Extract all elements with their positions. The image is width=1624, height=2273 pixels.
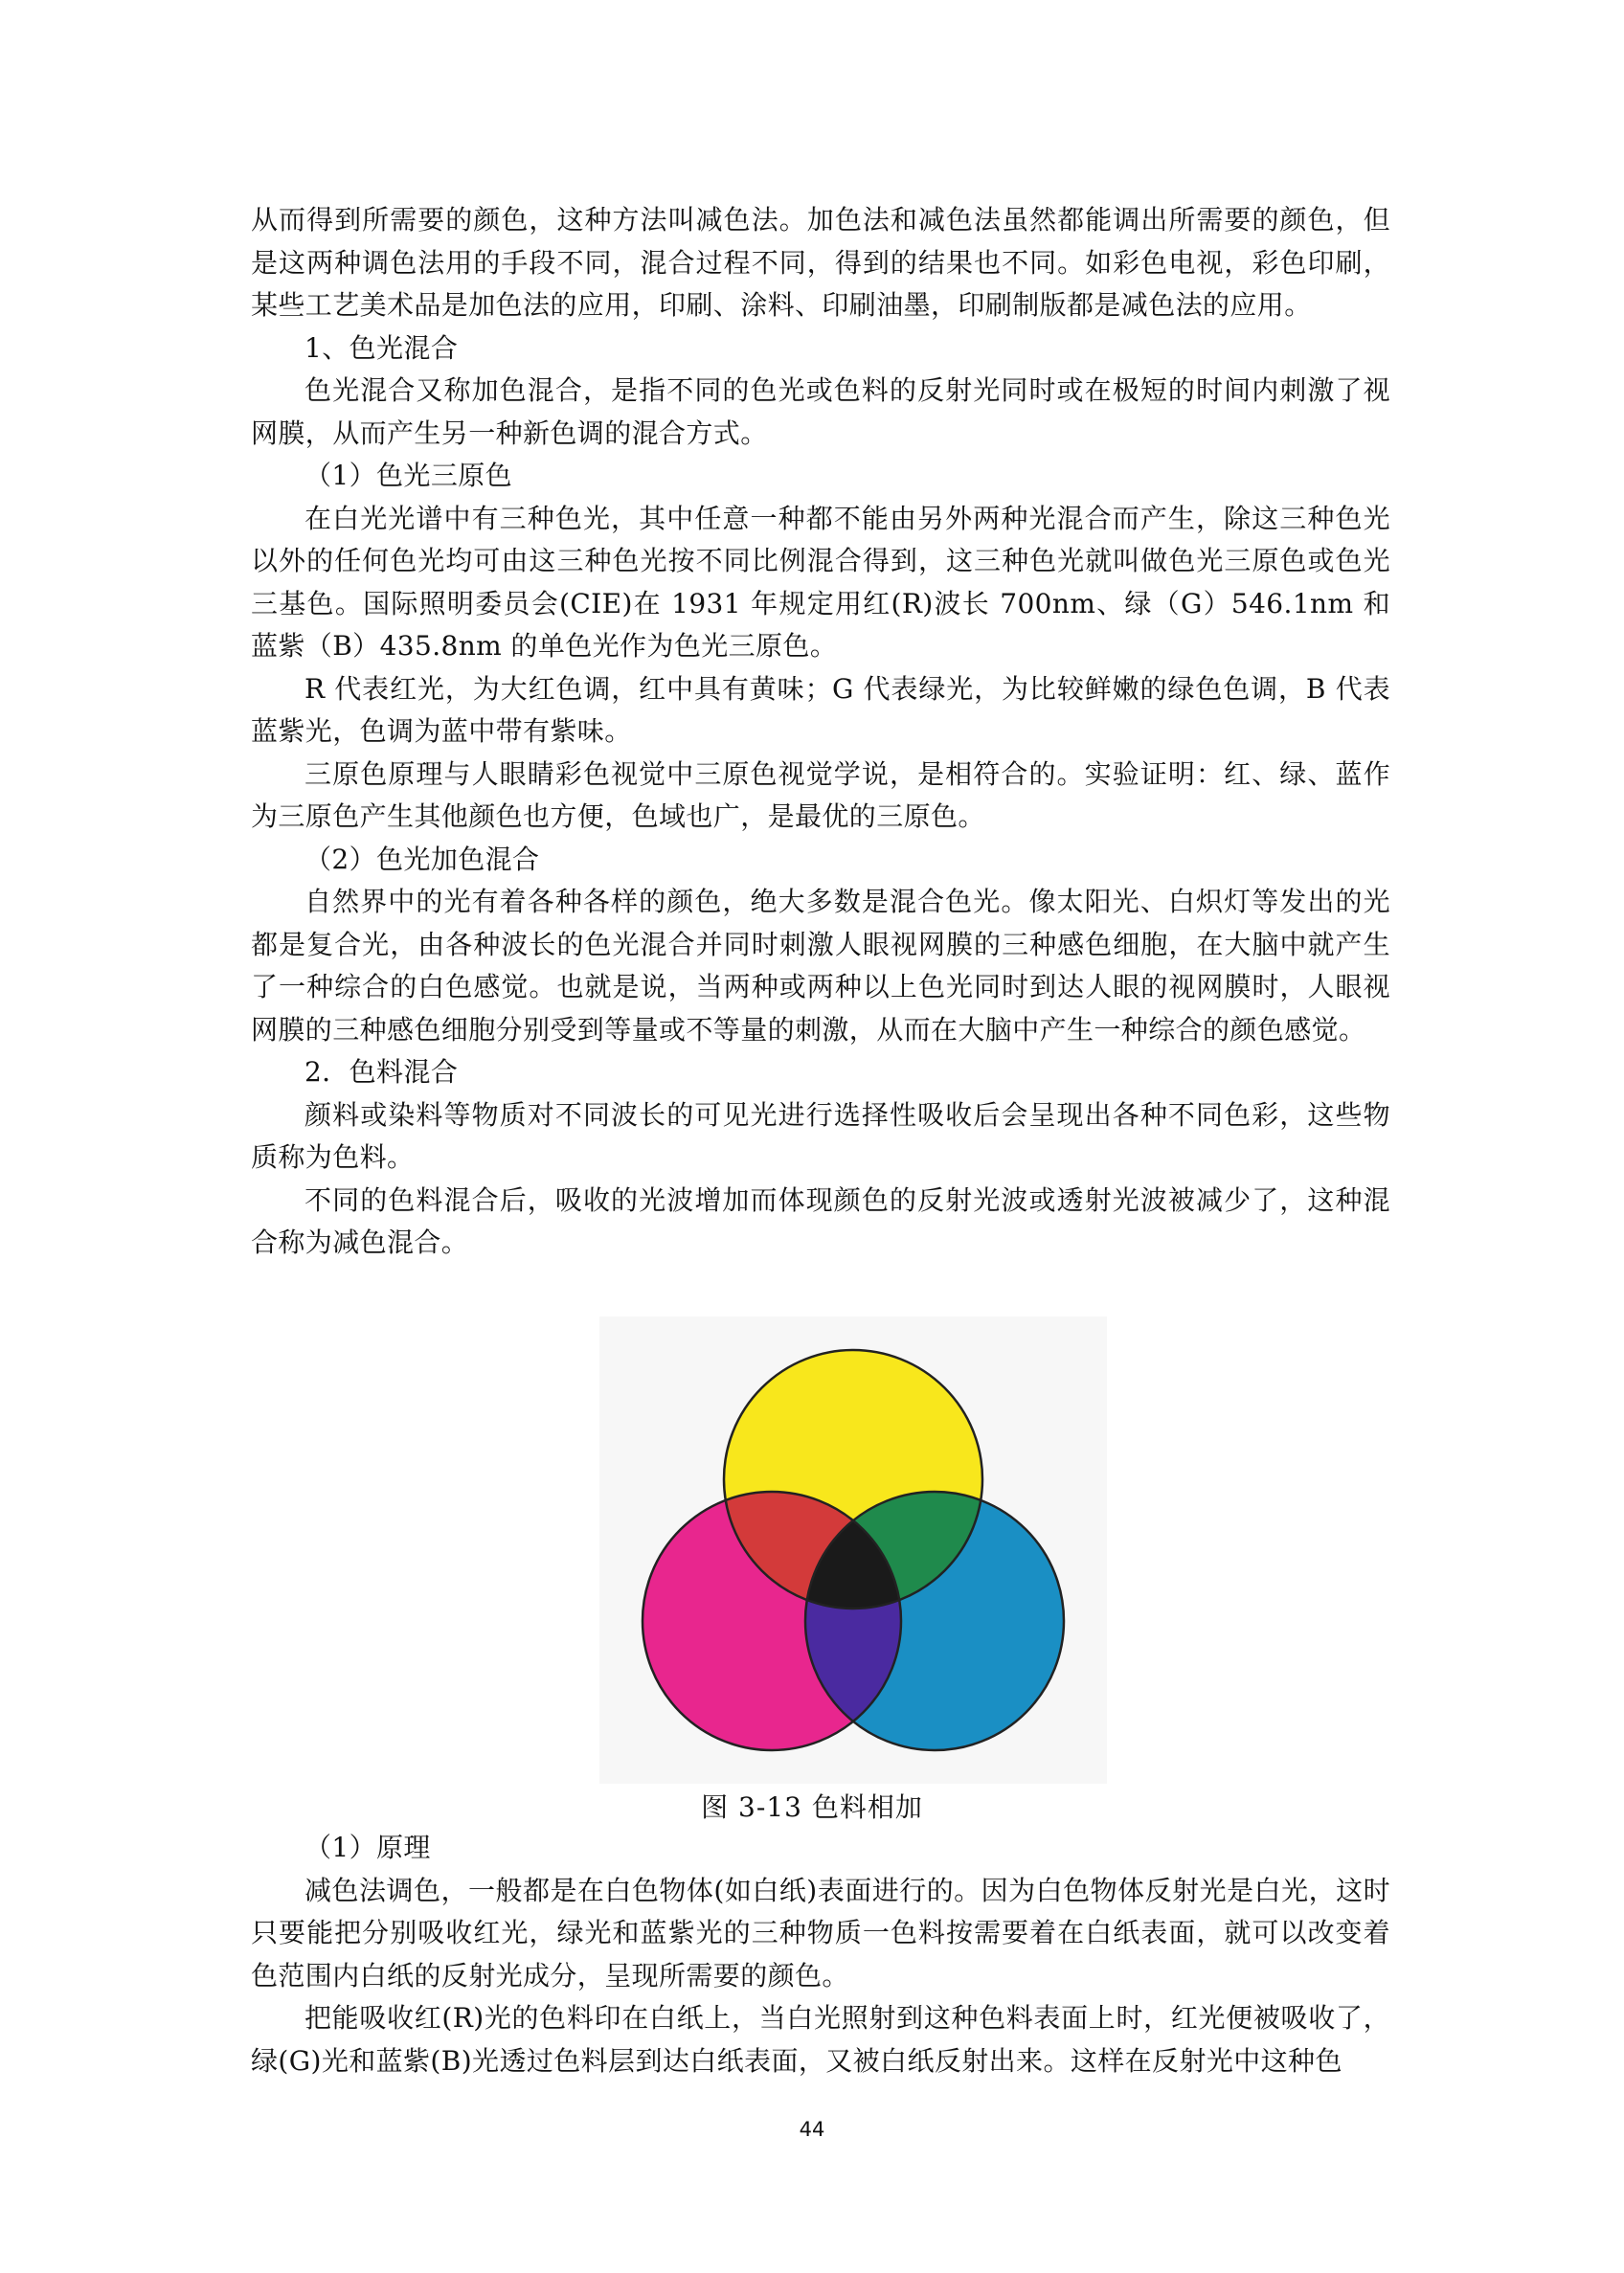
paragraph: 不同的色料混合后，吸收的光波增加而体现颜色的反射光波或透射光波被减少了，这种混合称为减色混合。 — [251, 1183, 1390, 1258]
text-block-bottom — [251, 1827, 1390, 2082]
subsection-heading: （2）色光加色混合 — [304, 843, 540, 875]
page-number: 44 — [799, 2118, 825, 2141]
text-block-top — [251, 199, 1390, 1265]
paragraph: 色光混合又称加色混合，是指不同的色光或色料的反射光同时或在极短的时间内刺激了视网膜，从而产生另一种新色调的混合方式。 — [251, 374, 1390, 449]
subsection-heading: （1）原理 — [304, 1832, 431, 1863]
paragraph: 三原色原理与人眼睛彩色视觉中三原色视觉学说，是相符合的。实验证明：红、绿、蓝作为三原色产生其他颜色也方便，色域也广，是最优的三原色。 — [251, 757, 1390, 832]
subsection-heading: （1）色光三原色 — [304, 460, 513, 491]
section-heading: 2．色料混合 — [304, 1056, 459, 1088]
figure-caption: 图 3-13 色料相加 — [701, 1791, 923, 1823]
paragraph: 减色法调色，一般都是在白色物体(如白纸)表面进行的。因为白色物体反射光是白光，这时只要能把分别吸收红光，绿光和蓝紫光的三种物质一色料按需要着在白纸表面，就可以改变着色范围内白纸的反射光成分，呈现所需要的颜色。 — [251, 1874, 1390, 1992]
paragraph: 在白光光谱中有三种色光，其中任意一种都不能由另外两种光混合而产生，除这三种色光以外的任何色光均可由这三种色光按不同比例混合得到，这三种色光就叫做色光三原色或色光三基色。国际照明委员会(CIE)在 1931 年规定用红(R)波长 700nm、绿（G）546.1nm 和蓝紫（B）435.8nm 的单色光作为色光三原色。 — [251, 502, 1390, 662]
section-heading: 1、色光混合 — [304, 331, 459, 364]
paragraph: 颜料或染料等物质对不同波长的可见光进行选择性吸收后会呈现出各种不同色彩，这些物质称为色料。 — [251, 1098, 1390, 1173]
paragraph: 自然界中的光有着各种各样的颜色，绝大多数是混合色光。像太阳光、白炽灯等发出的光都是复合光，由各种波长的色光混合并同时刺激人眼视网膜的三种感色细胞，在大脑中就产生了一种综合的白色感觉。也就是说，当两种或两种以上色光同时到达人眼的视网膜时，人眼视网膜的三种感色细胞分别受到等量或不等量的刺激，从而在大脑中产生一种综合的颜色感觉。 — [251, 886, 1390, 1046]
paragraph: 把能吸收红(R)光的色料印在白纸上，当白光照射到这种色料表面上时，红光便被吸收了，绿(G)光和蓝紫(B)光透过色料层到达白纸表面，又被白纸反射出来。这样在反射光中这种色 — [251, 2002, 1390, 2077]
paragraph: R 代表红光，为大红色调，红中具有黄味；G 代表绿光，为比较鲜嫩的绿色色调，B 代表蓝紫光，色调为蓝中带有紫味。 — [251, 672, 1390, 747]
color-mixing-figure — [599, 1317, 1107, 1784]
paragraph: 从而得到所需要的颜色，这种方法叫减色法。加色法和减色法虽然都能调出所需要的颜色，但是这两种调色法用的手段不同，混合过程不同，得到的结果也不同。如彩色电视，彩色印刷，某些工艺美术品是加色法的应用，印刷、涂料、印刷油墨，印刷制版都是减色法的应用。 — [251, 204, 1390, 321]
cmy-venn-diagram — [599, 1317, 1107, 1784]
